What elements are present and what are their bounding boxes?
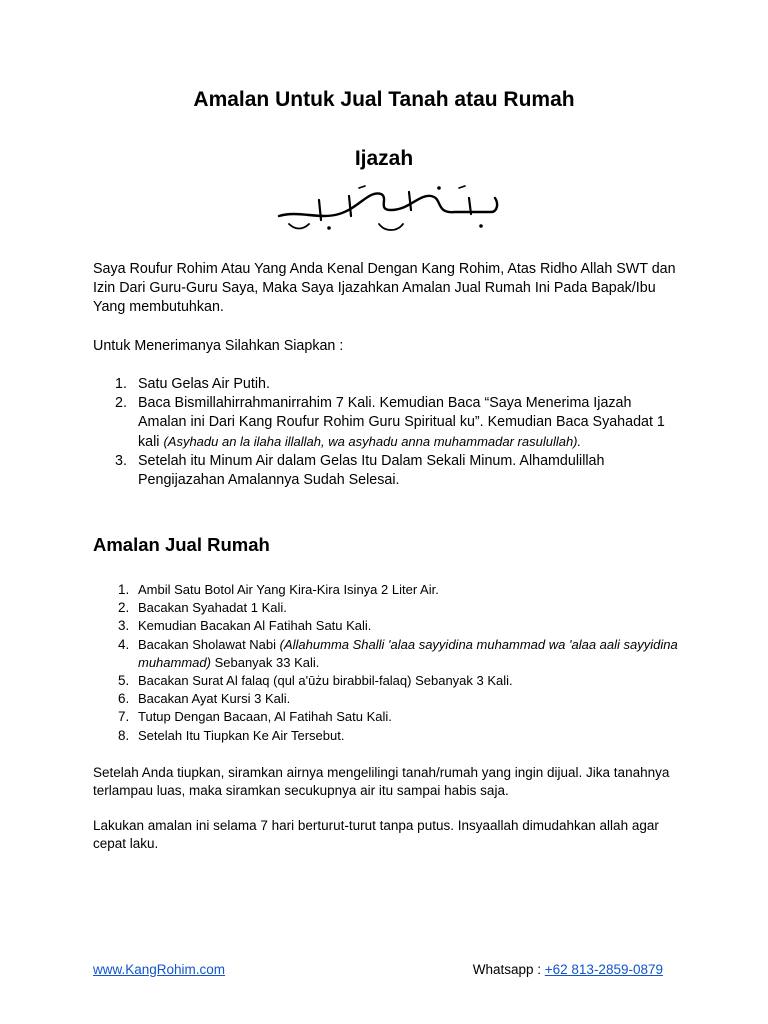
list-item [93, 690, 683, 708]
basmala-text: بسم الله الرحمن الرحيم [379, 234, 389, 235]
list-item [93, 599, 683, 617]
amalan-steps-list [93, 581, 683, 745]
list-item-text: Tutup Dengan Bacaan, Al Fatihah Satu Kali. [138, 709, 392, 725]
list-item [93, 581, 683, 599]
list-item-italic: (Allahumma Shalli 'alaa sayyidina muhammad wa 'alaa aali sayyidina muhammad) [138, 636, 678, 670]
document-subtitle: Ijazah [354, 147, 414, 170]
section-heading: Amalan Jual Rumah [93, 534, 270, 555]
list-item-text: Ambil Satu Botol Air Yang Kira-Kira Isinya 2 Liter Air. [138, 582, 439, 597]
list-item [93, 394, 683, 452]
list-number: 7. [118, 709, 130, 725]
list-number: 1. [115, 376, 127, 392]
list-item-text: Bacakan Syahadat 1 Kali. [138, 600, 287, 616]
list-number: 1. [118, 582, 130, 597]
list-item [93, 672, 683, 690]
website-link[interactable]: www.KangRohim.com [93, 962, 226, 977]
list-number: 6. [118, 691, 130, 707]
list-item-italic: (Asyhadu an la ilaha illallah, wa asyhadu anna muhammadar rasulullah). [163, 434, 582, 449]
intro-paragraph: Saya Roufur Rohim Atau Yang Anda Kenal Dengan Kang Rohim, Atas Ridho Allah SWT dan Izin Dari Guru-Guru Saya, Maka Saya Ijazahkan Amalan Jual Rumah Ini Pada Bapak/Ibu Yang membutuhkan. [93, 261, 676, 315]
list-item [93, 452, 683, 490]
list-item [93, 375, 683, 394]
list-number: 2. [118, 600, 130, 616]
list-item-text: Baca Bismillahirrahmanirrahim 7 Kali. Kemudian Baca “Saya Menerima Ijazah Amalan ini Dari Kang Roufur Rohim Guru Spiritual ku”. Kemudian Baca Syahadat 1 kali [138, 395, 665, 450]
list-number: 5. [118, 673, 130, 689]
list-item-text: Kemudian Bacakan Al Fatihah Satu Kali. [138, 618, 372, 634]
basmala-calligraphy [0, 180, 768, 236]
list-item-text: Bacakan Sholawat Nabi [138, 636, 280, 652]
prepare-label: Untuk Menerimanya Silahkan Siapkan : [93, 338, 344, 354]
list-item [93, 617, 683, 635]
list-item-text: Sebanyak 33 Kali. [210, 654, 320, 670]
list-item-text: Bacakan Surat Al falaq (qul a'ūżu birabbil-falaq) Sebanyak 3 Kali. [138, 673, 513, 689]
list-number: 4. [118, 636, 130, 652]
list-item [93, 636, 683, 672]
whatsapp-label: Whatsapp : [472, 962, 545, 977]
list-item-text: Setelah Itu Tiupkan Ke Air Tersebut. [138, 727, 345, 743]
list-number: 8. [118, 727, 130, 743]
whatsapp-number-link[interactable]: +62 813-2859-0879 [544, 962, 663, 977]
ijazah-steps-list [93, 375, 683, 490]
list-item [93, 708, 683, 726]
document-title: Amalan Untuk Jual Tanah atau Rumah [193, 88, 575, 111]
closing-paragraph: Lakukan amalan ini selama 7 hari berturut-turut tanpa putus. Insyaallah dimudahkan allah agar cepat laku. [93, 818, 659, 851]
basmala-calligraphy-graphic [259, 180, 509, 236]
list-number: 3. [115, 453, 127, 469]
list-item-text: Bacakan Ayat Kursi 3 Kali. [138, 691, 291, 707]
after-paragraph: Setelah Anda tiupkan, siramkan airnya mengelilingi tanah/rumah yang ingin dijual. Jika tanahnya terlampau luas, maka siramkan secukupnya air itu sampai habis saja. [93, 765, 670, 798]
list-item-text: Setelah itu Minum Air dalam Gelas Itu Dalam Sekali Minum. Alhamdulillah Pengijazahan Amalannya Sudah Selesai. [138, 453, 605, 488]
list-number: 2. [115, 395, 127, 411]
whatsapp-contact [473, 961, 663, 979]
list-item-text: Satu Gelas Air Putih. [138, 376, 270, 392]
list-number: 3. [118, 618, 130, 634]
list-item [93, 727, 683, 745]
